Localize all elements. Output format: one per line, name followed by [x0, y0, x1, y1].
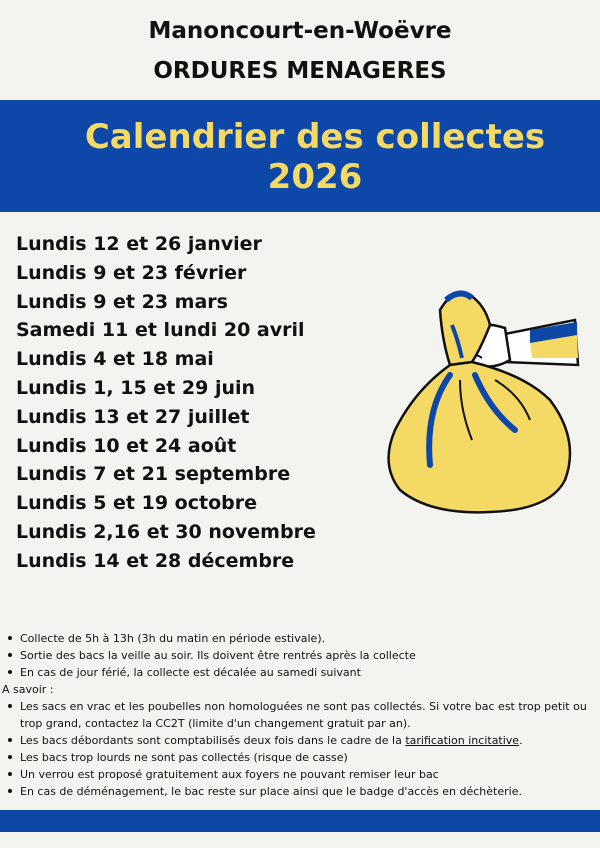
collection-date: Lundis 9 et 23 février — [16, 261, 247, 284]
collection-date: Lundis 1, 15 et 29 juin — [16, 376, 256, 399]
document-subtitle: ORDURES MENAGERES — [153, 58, 447, 84]
rule-text: . — [519, 734, 523, 747]
rule-item: En cas de déménagement, le bac reste sur place ainsi que le badge d'accès en déchèterie. — [20, 783, 600, 800]
title-banner — [0, 100, 600, 212]
garbage-bag-in-hand-icon — [380, 280, 590, 525]
collection-rules-list — [0, 630, 600, 681]
info-section — [0, 630, 600, 800]
commune-name: Manoncourt-en-Woëvre — [148, 18, 452, 44]
banner-title: Calendrier des collectes — [84, 117, 546, 157]
rule-item — [20, 732, 600, 749]
collection-date: Lundis 4 et 18 mai — [16, 348, 214, 371]
rule-text: Les bacs débordants sont comptabilisés deux fois dans le cadre de la — [20, 734, 406, 747]
footer-bar — [0, 810, 600, 832]
header — [0, 0, 600, 100]
a-savoir-heading: A savoir : — [2, 683, 54, 696]
collection-date: Lundis 7 et 21 septembre — [16, 463, 291, 486]
collection-date: Lundis 5 et 19 octobre — [16, 492, 257, 515]
collection-date: Lundis 13 et 27 juillet — [16, 405, 250, 428]
rule-item: Les sacs en vrac et les poubelles non homologuées ne sont pas collectés. Si votre bac est trop petit ou trop grand, contactez la CC2T (limite d'un changement gratuit par an). — [20, 698, 600, 732]
collection-date: Lundis 9 et 23 mars — [16, 290, 228, 313]
rule-item: Un verrou est proposé gratuitement aux foyers ne pouvant remiser leur bac — [20, 766, 600, 783]
collection-date: Lundis 10 et 24 août — [16, 434, 237, 457]
rule-item: Les bacs trop lourds ne sont pas collectés (risque de casse) — [20, 749, 600, 766]
collection-date: Lundis 12 et 26 janvier — [16, 233, 262, 255]
collection-date: Samedi 11 et lundi 20 avril — [16, 319, 305, 342]
tarification-link[interactable]: tarification incitative — [405, 734, 520, 747]
rule-item: Collecte de 5h à 13h (3h du matin en période estivale). — [20, 630, 600, 647]
a-savoir-list — [0, 698, 600, 800]
banner-year: 2026 — [267, 157, 363, 197]
collection-dates-list — [16, 230, 316, 576]
collection-date: Lundis 14 et 28 décembre — [16, 549, 295, 572]
collection-date: Lundis 2,16 et 30 novembre — [16, 520, 316, 543]
rule-item: En cas de jour férié, la collecte est décalée au samedi suivant — [20, 664, 600, 681]
rule-item: Sortie des bacs la veille au soir. Ils doivent être rentrés après la collecte — [20, 647, 600, 664]
